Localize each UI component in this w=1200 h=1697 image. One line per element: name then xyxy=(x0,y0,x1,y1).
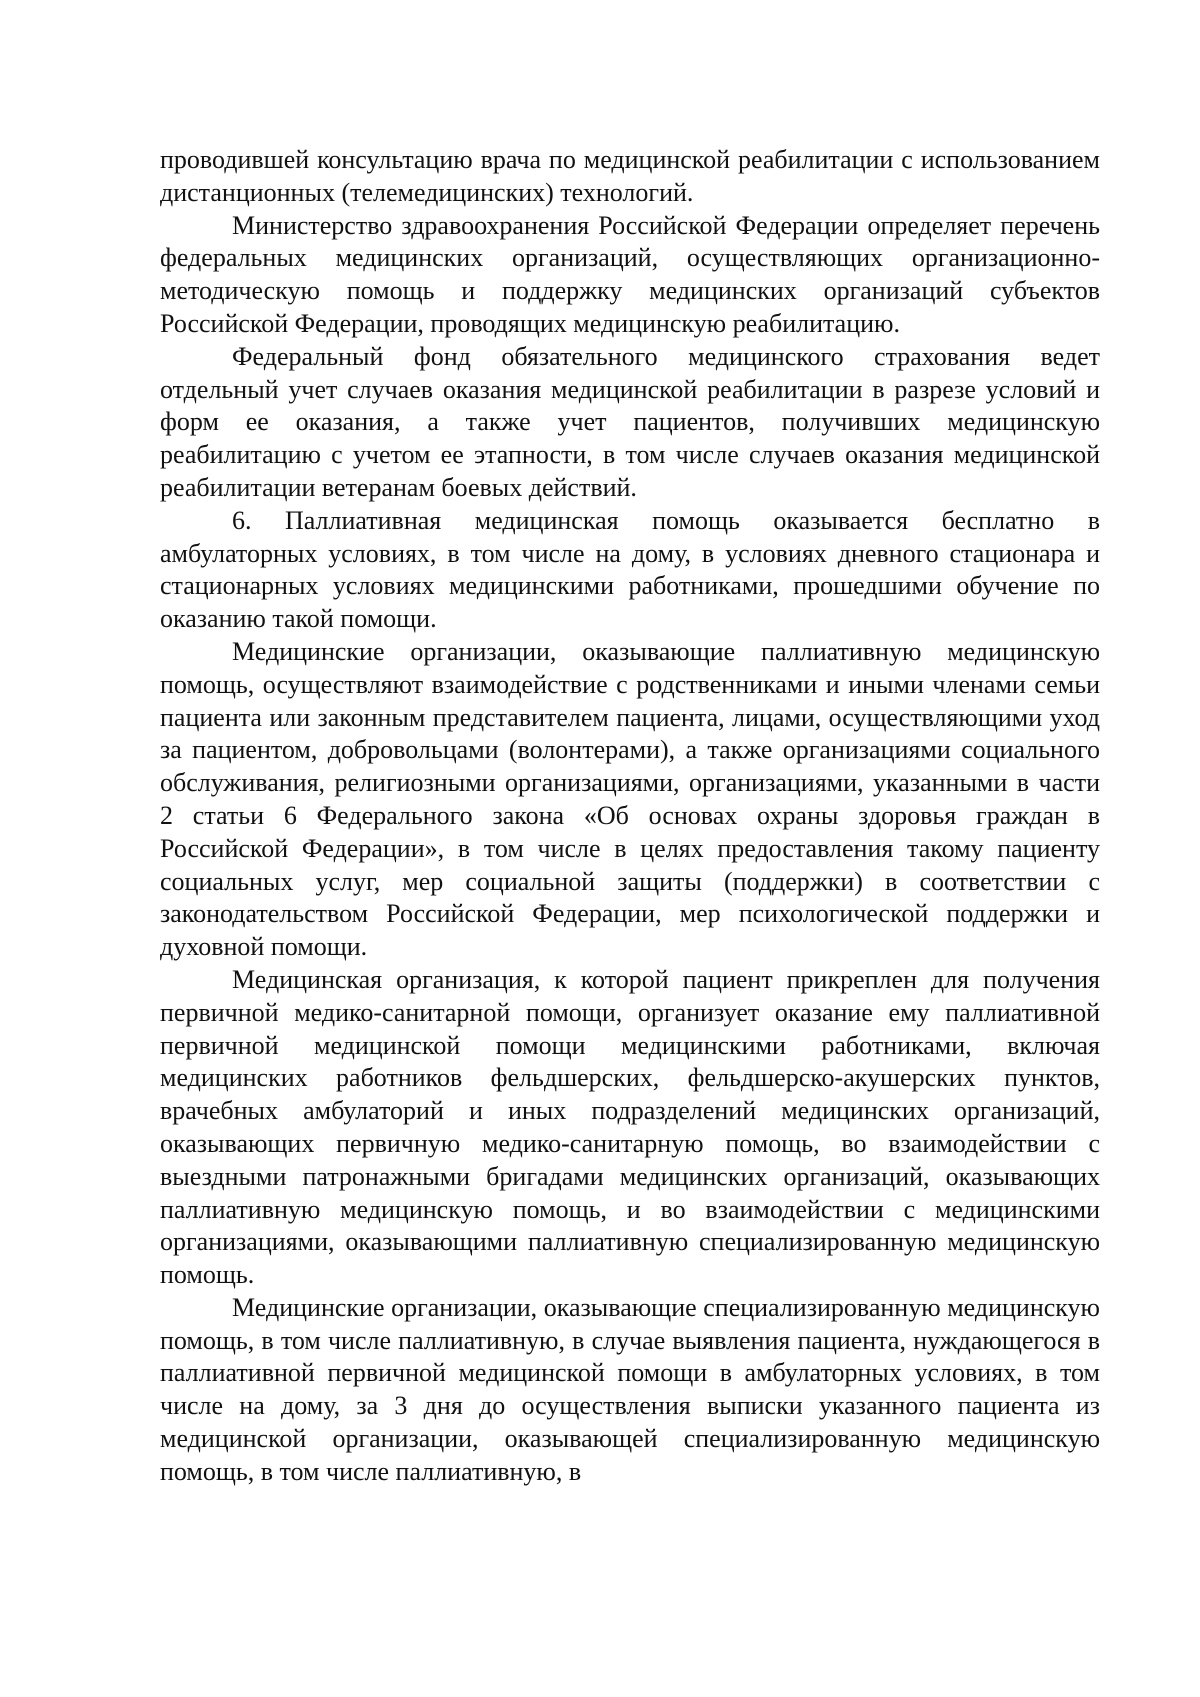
paragraph-insurance-fund: Федеральный фонд обязательного медицинского страхования ведет отдельный учет случаев оказания медицинской реабилитации в разрезе условий и форм ее оказания, а также учет пациентов, получивших медицинскую реабилитацию с учетом ее этапности, в том числе случаев оказания медицинской реабилитации ветеранам боевых действий. xyxy=(160,341,1100,502)
paragraph-palliative-interaction: Медицинские организации, оказывающие паллиативную медицинскую помощь, осуществляют взаимодействие с родственниками и иными членами семьи пациента или законным представителем пациента, лицами, осуществляющими уход за пациентом, добровольцами (волонтерами), а также организациями социального обслуживания, религиозными организациями, организациями, указанными в части 2 статьи 6 Федерального закона «Об основах охраны здоровья граждан в Российской Федерации», в том числе в целях предоставления такому пациенту социальных услуг, мер социальной защиты (поддержки) в соответствии с законодательством Российской Федерации, мер психологической поддержки и духовной помощи. xyxy=(160,636,1100,962)
document-body xyxy=(160,144,1100,1489)
paragraph-continuation: проводившей консультацию врача по медицинской реабилитации с использованием дистанционных (телемедицинских) технологий. xyxy=(160,145,1100,207)
paragraph-ministry-list: Министерство здравоохранения Российской Федерации определяет перечень федеральных медицинских организаций, осуществляющих организационно-методическую помощь и поддержку медицинских организаций субъектов Российской Федерации, проводящих медицинскую реабилитацию. xyxy=(160,210,1100,338)
paragraph-specialized-care: Медицинские организации, оказывающие специализированную медицинскую помощь, в том числе паллиативную, в случае выявления пациента, нуждающегося в паллиативной первичной медицинской помощи в амбулаторных условиях, в том числе на дому, за 3 дня до осуществления выписки указанного пациента из медицинской организации, оказывающей специализированную медицинскую помощь, в том числе паллиативную, в xyxy=(160,1292,1100,1486)
paragraph-primary-care-organization: Медицинская организация, к которой пациент прикреплен для получения первичной медико-санитарной помощи, организует оказание ему паллиативной первичной медицинской помощи медицинскими работниками, включая медицинских работников фельдшерских, фельдшерско-акушерских пунктов, врачебных амбулаторий и иных подразделений медицинских организаций, оказывающих первичную медико-санитарную помощь, во взаимодействии с выездными патронажными бригадами медицинских организаций, оказывающих паллиативную медицинскую помощь, и во взаимодействии с медицинскими организациями, оказывающими паллиативную специализированную медицинскую помощь. xyxy=(160,964,1100,1290)
paragraph-palliative-care: 6. Паллиативная медицинская помощь оказывается бесплатно в амбулаторных условиях, в том числе на дому, в условиях дневного стационара и стационарных условиях медицинскими работниками, прошедшими обучение по оказанию такой помощи. xyxy=(160,505,1100,634)
